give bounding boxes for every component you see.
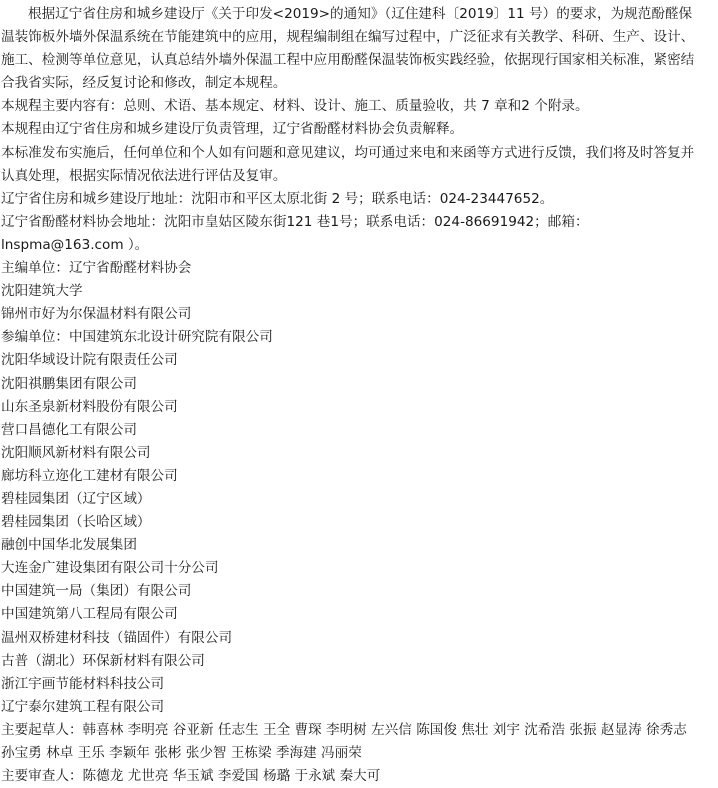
participating-unit: 营口昌德化工有限公司 [1, 421, 137, 438]
participating-unit: 沈阳顺风新材料有限公司 [1, 444, 151, 461]
drafters-line: 孙宝勇 林卓 王乐 李颖年 张彬 张少智 王栋梁 季海建 冯丽荣 [1, 745, 362, 761]
participating-unit: 温州双桥建材科技（锚固件）有限公司 [1, 629, 233, 646]
paragraph-line: 施工、检测等单位意见，认真总结外墙外保温工程中应用酚醛保温装饰板实践经验，依据现行国家相关标准，紧密结 [1, 52, 695, 69]
reviewers-line: 主要审查人：陈德龙 尤世亮 华玉斌 李爱国 杨璐 于永斌 秦大可 [1, 768, 381, 785]
participating-unit: 沈阳祺鹏集团有限公司 [1, 375, 137, 392]
participating-unit: 中国建筑第八工程局有限公司 [1, 606, 178, 623]
participating-unit: 古普（湖北）环保新材料有限公司 [1, 652, 205, 669]
participating-unit: 辽宁泰尔建筑工程有限公司 [1, 698, 165, 715]
chief-editor-unit: 主编单位：辽宁省酚醛材料协会 [1, 260, 192, 277]
participating-unit: 中国建筑一局（集团）有限公司 [1, 583, 192, 600]
participating-unit: 沈阳华域设计院有限责任公司 [1, 352, 178, 369]
drafters-line: 主要起草人：韩喜林 李明亮 谷亚新 任志生 王全 曹琛 李明树 左兴信 陈国俊 焦壮 刘宇 沈希浩 张振 赵显涛 徐秀志 [1, 721, 687, 738]
participating-unit: 碧桂园集团（辽宁区域） [1, 490, 151, 507]
participating-unit: 参编单位：中国建筑东北设计研究院有限公司 [1, 329, 273, 346]
participating-unit: 廊坊科立迩化工建材有限公司 [1, 467, 178, 484]
contact-address-line: 辽宁省住房和城乡建设厅地址：沈阳市和平区太原北街 2 号；联系电话：024-23447652。 [1, 190, 554, 207]
contact-email-line: lnspma@163.com ）。 [1, 236, 149, 253]
contact-address-line: 辽宁省酚醛材料协会地址：沈阳市皇姑区陵东街121 巷1号；联系电话：024-86691942；邮箱： [1, 213, 589, 230]
feedback-line: 认真处理，根据实际情况依法进行评估及复审。 [1, 167, 287, 184]
paragraph-line: 根据辽宁省住房和城乡建设厅《关于印发<2019>的通知》（辽住建科〔2019〕11 号）的要求，为规范酚醛保 [28, 6, 693, 22]
feedback-line: 本标准发布实施后，任何单位和个人如有问题和意见建议，均可通过来电和来函等方式进行反馈，我们将及时答复并 [1, 144, 695, 161]
participating-unit: 碧桂园集团（长哈区域） [1, 514, 151, 531]
participating-unit: 融创中国华北发展集团 [1, 537, 137, 554]
chief-editor-unit: 沈阳建筑大学 [1, 283, 83, 300]
participating-unit: 大连金广建设集团有限公司十分公司 [1, 560, 219, 577]
document-body [0, 3, 718, 788]
contents-summary: 本规程主要内容有：总则、术语、基本规定、材料、设计、施工、质量验收，共 7 章和2 个附录。 [1, 98, 589, 115]
participating-unit: 山东圣泉新材料股份有限公司 [1, 398, 178, 415]
paragraph-line: 合我省实际，经反复讨论和修改，制定本规程。 [1, 75, 287, 92]
management-statement: 本规程由辽宁省住房和城乡建设厅负责管理，辽宁省酚醛材料协会负责解释。 [1, 121, 464, 138]
paragraph-line: 温装饰板外墙外保温系统在节能建筑中的应用，规程编制组在编写过程中，广泛征求有关教学、科研、生产、设计、 [1, 29, 695, 46]
participating-unit: 浙江宇画节能材料科技公司 [1, 675, 165, 692]
chief-editor-unit: 锦州市好为尔保温材料有限公司 [1, 306, 192, 323]
